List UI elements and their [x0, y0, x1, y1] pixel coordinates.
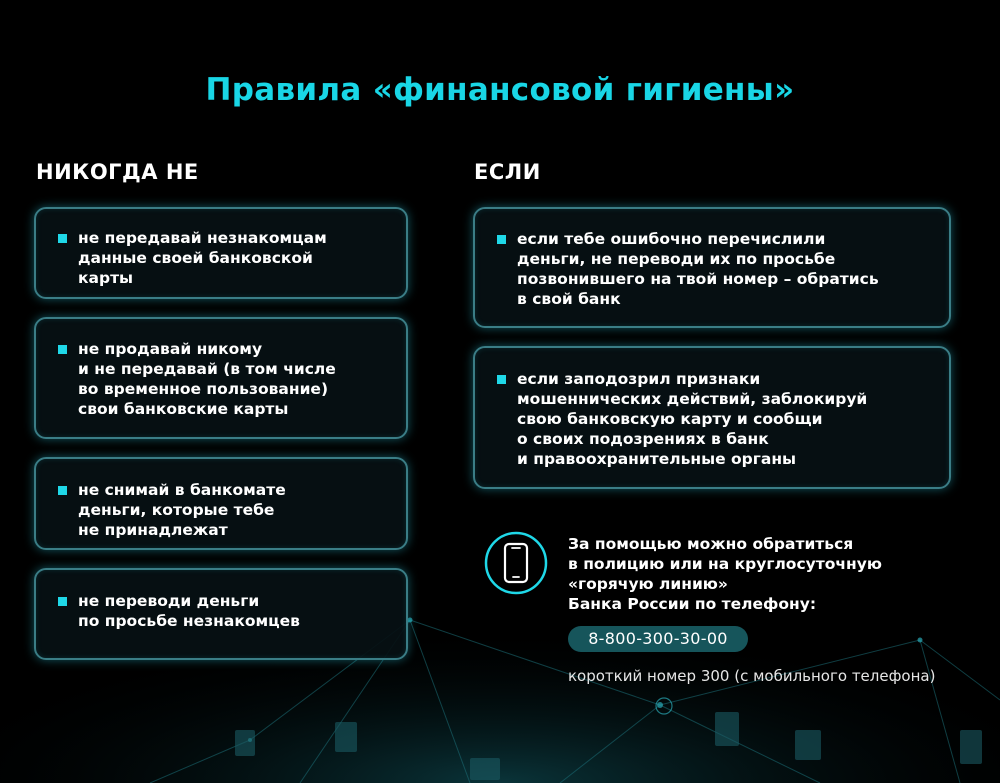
- if-card: [473, 346, 951, 489]
- bullet-square-icon: [58, 486, 67, 495]
- right-column-heading: ЕСЛИ: [474, 160, 541, 184]
- if-text: если заподозрил признаки мошеннических действий, заблокируй свою банковскую карту и сообщи о своих подозрениях в банк и правоохранительные органы: [517, 370, 868, 468]
- bullet-square-icon: [497, 235, 506, 244]
- rule-card: [34, 317, 408, 439]
- help-text: За помощью можно обратиться в полицию или на круглосуточную «горячую линию» Банка России по телефону:: [568, 535, 882, 613]
- bullet-square-icon: [58, 345, 67, 354]
- page-title: Правила «финансовой гигиены»: [205, 72, 795, 108]
- rule-text: не продавай никому и не передавай (в том числе во временное пользование) свои банковские карты: [78, 340, 336, 418]
- bullet-square-icon: [497, 375, 506, 384]
- rule-text: не передавай незнакомцам данные своей банковской карты: [78, 229, 327, 287]
- bullet-square-icon: [58, 597, 67, 606]
- rule-text: не снимай в банкомате деньги, которые тебе не принадлежат: [78, 481, 286, 539]
- hotline-phone-number[interactable]: 8-800-300-30-00: [568, 626, 748, 652]
- bullet-square-icon: [58, 234, 67, 243]
- if-text: если тебе ошибочно перечислили деньги, не переводи их по просьбе позвонившего на твой номер – обратись в свой банк: [517, 230, 879, 308]
- smartphone-icon: [483, 530, 549, 596]
- rule-card: [34, 457, 408, 550]
- rule-card: [34, 568, 408, 660]
- if-card: [473, 207, 951, 328]
- rule-card: [34, 207, 408, 299]
- rule-text: не переводи деньги по просьбе незнакомцев: [78, 592, 300, 630]
- left-column-heading: НИКОГДА НЕ: [36, 160, 199, 184]
- short-number-text: короткий номер 300 (с мобильного телефона): [568, 667, 936, 685]
